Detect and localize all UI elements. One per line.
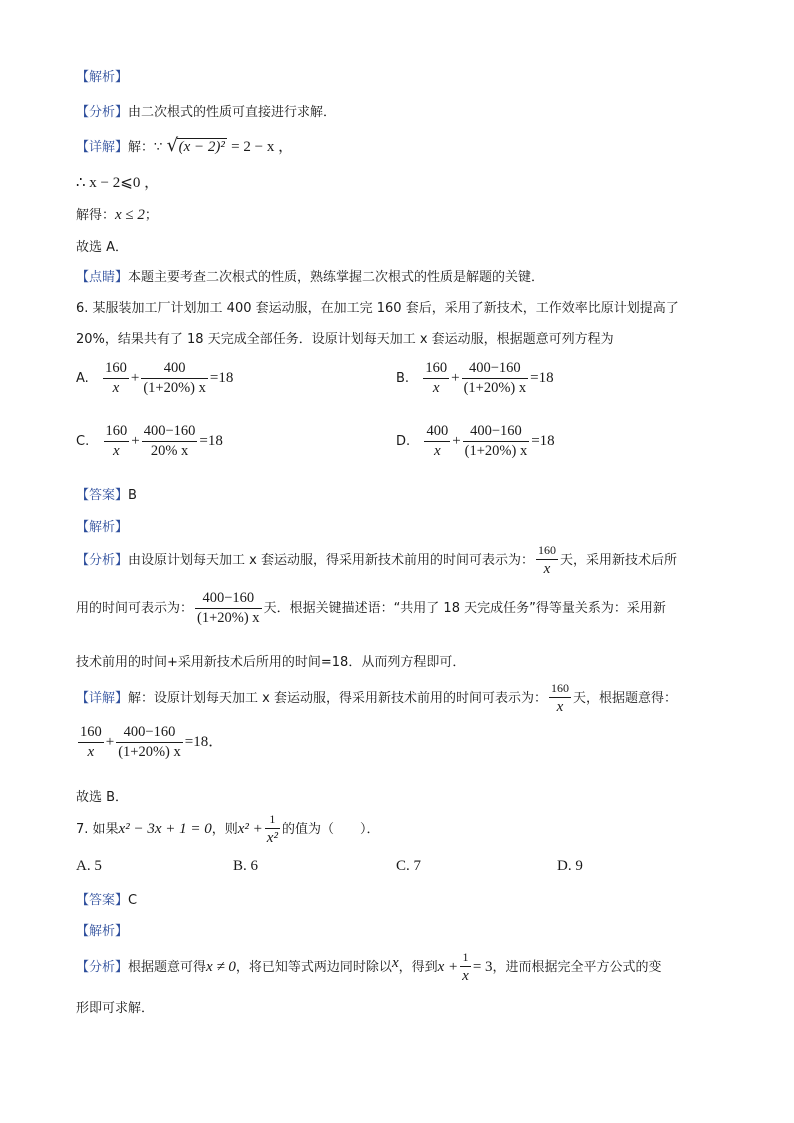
q5-dianjing-line [76,266,544,285]
q6-option-c[interactable]: C. $\frac{160}{x}$ + $\frac{400-160}{20\% x}$ =18 [76,423,223,459]
option-letter: C. [76,434,90,449]
fenxi-frac [460,950,471,985]
fenxi-text-c: 用的时间可表示为： [76,601,194,616]
frac-num: 160 [104,423,130,442]
q7-stem-c: 的值为（ ）． [281,822,380,837]
q6-option-d[interactable]: D. $\frac{400}{x}$ + $\frac{400-160}{(1+20\%) x}$ =18 [396,423,555,459]
option-text: D. 9 [557,858,583,874]
answer-value: B [128,488,137,503]
option-letter: B. [396,371,410,386]
fenxi-text-d: 天．根据关键描述语：“共用了 18 天完成任务”得等量关系为：采用新 [263,601,666,616]
q6-fenxi-line2 [76,590,666,627]
q6-jiexi-heading [76,516,128,535]
frac-den: x [112,380,120,396]
frac-num: 400 [141,360,208,379]
q7-fenxi-line1 [76,950,662,985]
frac-den: x [87,744,95,760]
option-rhs: =18 [209,370,234,386]
dianjing-tag: 【点睛】 [76,270,129,285]
q7-option-c[interactable] [396,858,421,875]
q7-answer-line [76,889,137,908]
frac-1 [424,423,450,460]
option-text: B. 6 [233,858,259,874]
fenxi-frac2 [195,590,262,627]
q7-stem-expr: x² + [237,821,263,837]
frac-den: 20% x [150,443,189,459]
sqrt-radicand: (x − 2)² [178,139,225,155]
fenxi-text-e: 技术前用的时间+采用新技术后所用的时间=18．从而列方程即可． [76,655,466,670]
option-rhs: =18 [199,433,223,449]
fenxi-text-e: 形即可求解． [76,1001,155,1016]
q7-stem-eq: x² − 3x + 1 = 0 [118,821,212,837]
option-rhs: =18 [530,370,554,386]
frac-num: 400−160 [463,423,530,442]
frac-num: 160 [78,724,104,743]
q6-option-a[interactable]: A. $\frac{160}{x}$ + $\frac{400}{(1+20\%) x}$ =18 [76,360,234,396]
frac-den: x [543,561,551,577]
q5-jiexi-heading [76,66,128,85]
fenxi-text-a: 由设原计划每天加工 x 套运动服，得采用新技术前用的时间可表示为： [128,553,534,568]
fenxi-text: 由二次根式的性质可直接进行求解． [128,105,337,120]
answer-tag: 【答案】 [76,893,129,908]
jiexi-tag: 【解析】 [76,70,129,85]
frac-1 [103,360,129,397]
frac-den: x [113,443,120,459]
q5-step3 [76,204,158,224]
frac-2 [463,423,530,460]
frac-num: 400−160 [116,724,183,743]
step3-math: x ≤ 2 [115,207,145,223]
frac-den: x [462,968,469,984]
q6-fenxi-line3 [76,651,465,670]
frac-2 [141,360,208,397]
xiangjie-tag: 【详解】 [76,691,129,706]
frac-den: (1+20%) x [197,610,260,626]
q5-choose [76,236,128,255]
choose-text: 故选 B． [76,790,129,805]
frac-2 [462,360,529,397]
frac-den: (1+20%) x [118,744,181,760]
q6-fenxi-line1 [76,543,677,578]
q6-stem-line1 [76,297,679,316]
fenxi-text-b: 天，采用新技术后所 [559,553,677,568]
frac-num: 160 [536,543,558,560]
choose-text: 故选 A． [76,240,129,255]
frac-num: 1 [460,950,471,967]
dianjing-text: 本题主要考查二次根式的性质，熟练掌握二次根式的性质是解题的关键． [128,270,545,285]
option-letter: D. [396,434,411,449]
q5-fenxi-line [76,101,336,120]
fenxi-text-b: ，将已知等式两边同时除以 [235,960,392,975]
step3-end: ； [144,208,158,223]
frac-2 [142,423,198,460]
fenxi-tag: 【分析】 [76,105,129,120]
fenxi-text-c: ，得到 [398,960,438,975]
fenxi-tag: 【分析】 [76,553,129,568]
frac-num: 1 [265,812,280,829]
frac-num: 400−160 [195,590,262,609]
q6-choose [76,786,128,805]
sqrt-expression: √ (x − 2)² [166,135,225,156]
xiangjie-tag: 【详解】 [76,140,129,155]
q5-xiangjie-line [76,135,293,156]
eq-rhs: =18． [184,734,224,750]
fenxi-eq: = 3 [472,959,493,975]
q6-xiangjie-line [76,681,677,716]
q7-stem [76,812,379,847]
q7-jiexi-heading [76,920,128,939]
eq-frac2 [116,724,183,761]
jiexi-tag: 【解析】 [76,924,129,939]
option-letter: A. [76,371,89,386]
eq-frac1 [78,724,104,761]
q6-stem-line2 [76,328,614,347]
q7-option-b[interactable] [233,858,258,875]
q6-equation: $\frac{160}{x}$ + $\frac{400-160}{(1+20\%) x}$ =18． [80,724,224,760]
frac-den: x [432,380,440,396]
q6-answer-line [76,484,137,503]
frac-num: 400−160 [142,423,198,442]
step3-label: 解得： [76,208,116,223]
q6-stem-text2: 20%，结果共有了 18 天完成全部任务．设原计划每天加工 x 套运动服，根据题意可列方程为 [76,332,614,347]
option-text: A. 5 [76,858,102,874]
fenxi-text-a: 根据题意可得 [128,960,207,975]
frac-num: 160 [423,360,449,379]
q7-stem-a: 7. 如果 [76,822,119,837]
q5-step2 [76,171,159,192]
frac-num: 400 [424,423,450,442]
eq1-rhs: = 2 − x ， [231,139,294,155]
frac-den: (1+20%) x [463,380,527,396]
frac-den: x [433,443,441,459]
fenxi-x: x [391,955,399,971]
frac-num: 160 [103,360,129,379]
fenxi-frac1 [536,543,558,578]
frac-den: x² [266,830,278,846]
fenxi-text-d: ，进而根据完全平方公式的变 [492,960,662,975]
xiangjie-text-b: 天，根据题意得： [572,691,677,706]
step2-text: ∴ x − 2⩽0 ， [76,175,160,191]
fenxi-tag: 【分析】 [76,960,129,975]
frac-num: 160 [549,681,571,698]
answer-tag: 【答案】 [76,488,129,503]
frac-den: (1+20%) x [464,443,528,459]
option-rhs: =18 [531,433,555,449]
xiangjie-frac [549,681,571,716]
frac-den: (1+20%) x [143,380,206,396]
q7-stem-b: ，则 [211,822,238,837]
frac-num: 400−160 [462,360,529,379]
q7-option-d[interactable] [557,858,583,875]
xiangjie-text-a: 解：设原计划每天加工 x 套运动服，得采用新技术前用的时间可表示为： [128,691,547,706]
q7-option-a[interactable] [76,858,102,875]
q7-fenxi-line2 [76,997,154,1016]
fenxi-math1: x ≠ 0 [206,959,236,975]
q6-option-b[interactable]: B. $\frac{160}{x}$ + $\frac{400-160}{(1+20\%) x}$ =18 [396,360,554,396]
frac-1 [104,423,130,460]
q6-stem-text1: 6. 某服装加工厂计划加工 400 套运动服，在加工完 160 套后，采用了新技术，工作效率比原计划提高了 [76,301,679,316]
frac-1 [423,360,449,397]
xiangjie-prefix: 解：∵ [128,140,163,155]
fenxi-expr: x + [437,959,459,975]
q7-stem-frac [265,812,280,847]
jiexi-tag: 【解析】 [76,520,129,535]
option-text: C. 7 [396,858,422,874]
frac-den: x [556,699,564,715]
answer-value: C [128,893,138,908]
